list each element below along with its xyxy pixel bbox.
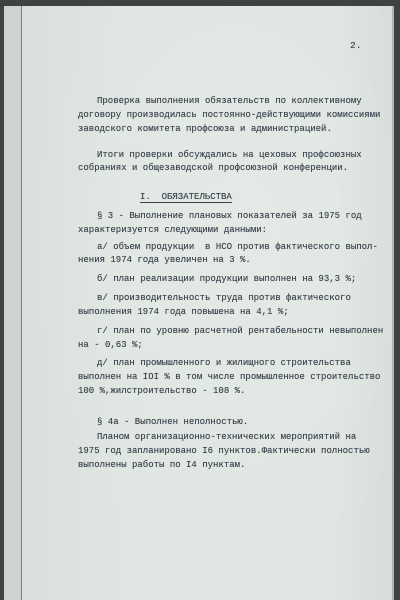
paragraph-3-line: характеризуется следующими данными: <box>78 225 268 235</box>
intro-p1-line: договору производилась постоянно-действующими комиссиями <box>78 110 381 120</box>
intro-p1-line: заводского комитета профсоюза и администрацией. <box>78 124 332 134</box>
item-v-line: выполнения 1974 года повышена на 4,1 %; <box>78 307 289 317</box>
item-a-line: нения 1974 года увеличен на 3 %. <box>78 255 251 265</box>
intro-p1-line: Проверка выполнения обязательств по коллективному <box>97 96 362 106</box>
paragraph-4a-line: Планом организационно-технических мероприятий на <box>97 432 357 442</box>
item-g-line: на - 0,63 %; <box>78 340 143 350</box>
paragraph-4a-title: § 4а - Выполнен неполностью. <box>97 417 249 427</box>
item-v-line: в/ производительность труда против фактического <box>97 293 351 303</box>
binding-margin <box>4 6 21 600</box>
paper-sheet <box>4 6 394 600</box>
item-a-line: а/ объем продукции в НСО против фактического выпол- <box>97 242 378 252</box>
paragraph-4a-line: 1975 год запланировано I6 пунктов.Фактически полностью <box>78 446 370 456</box>
paper-right-edge <box>392 6 394 600</box>
item-b-line: б/ план реализации продукции выполнен на 93,3 %; <box>97 274 357 284</box>
intro-p2-line: собраниях и общезаводской профсоюзной конференции. <box>78 163 349 173</box>
item-d-line: 100 %,жилстроительство - 108 %. <box>78 386 246 396</box>
item-d-line: д/ план промышленного и жилищного строительства <box>97 358 351 368</box>
intro-p2-line: Итоги проверки обсуждались на цеховых профсоюзных <box>97 150 362 160</box>
section-heading: I. ОБЯЗАТЕЛЬСТВА <box>140 192 232 202</box>
paragraph-3-line: § 3 - Выполнение плановых показателей за 1975 год <box>97 211 362 221</box>
page-number: 2. <box>350 40 362 51</box>
item-d-line: выполнен на IOI % в том числе промышленное строительство <box>78 372 381 382</box>
paragraph-4a-line: выполнены работы по I4 пунктам. <box>78 460 246 470</box>
item-g-line: г/ план по уровню расчетной рентабельности невыполнен <box>97 326 384 336</box>
binding-fold-line <box>21 6 22 600</box>
